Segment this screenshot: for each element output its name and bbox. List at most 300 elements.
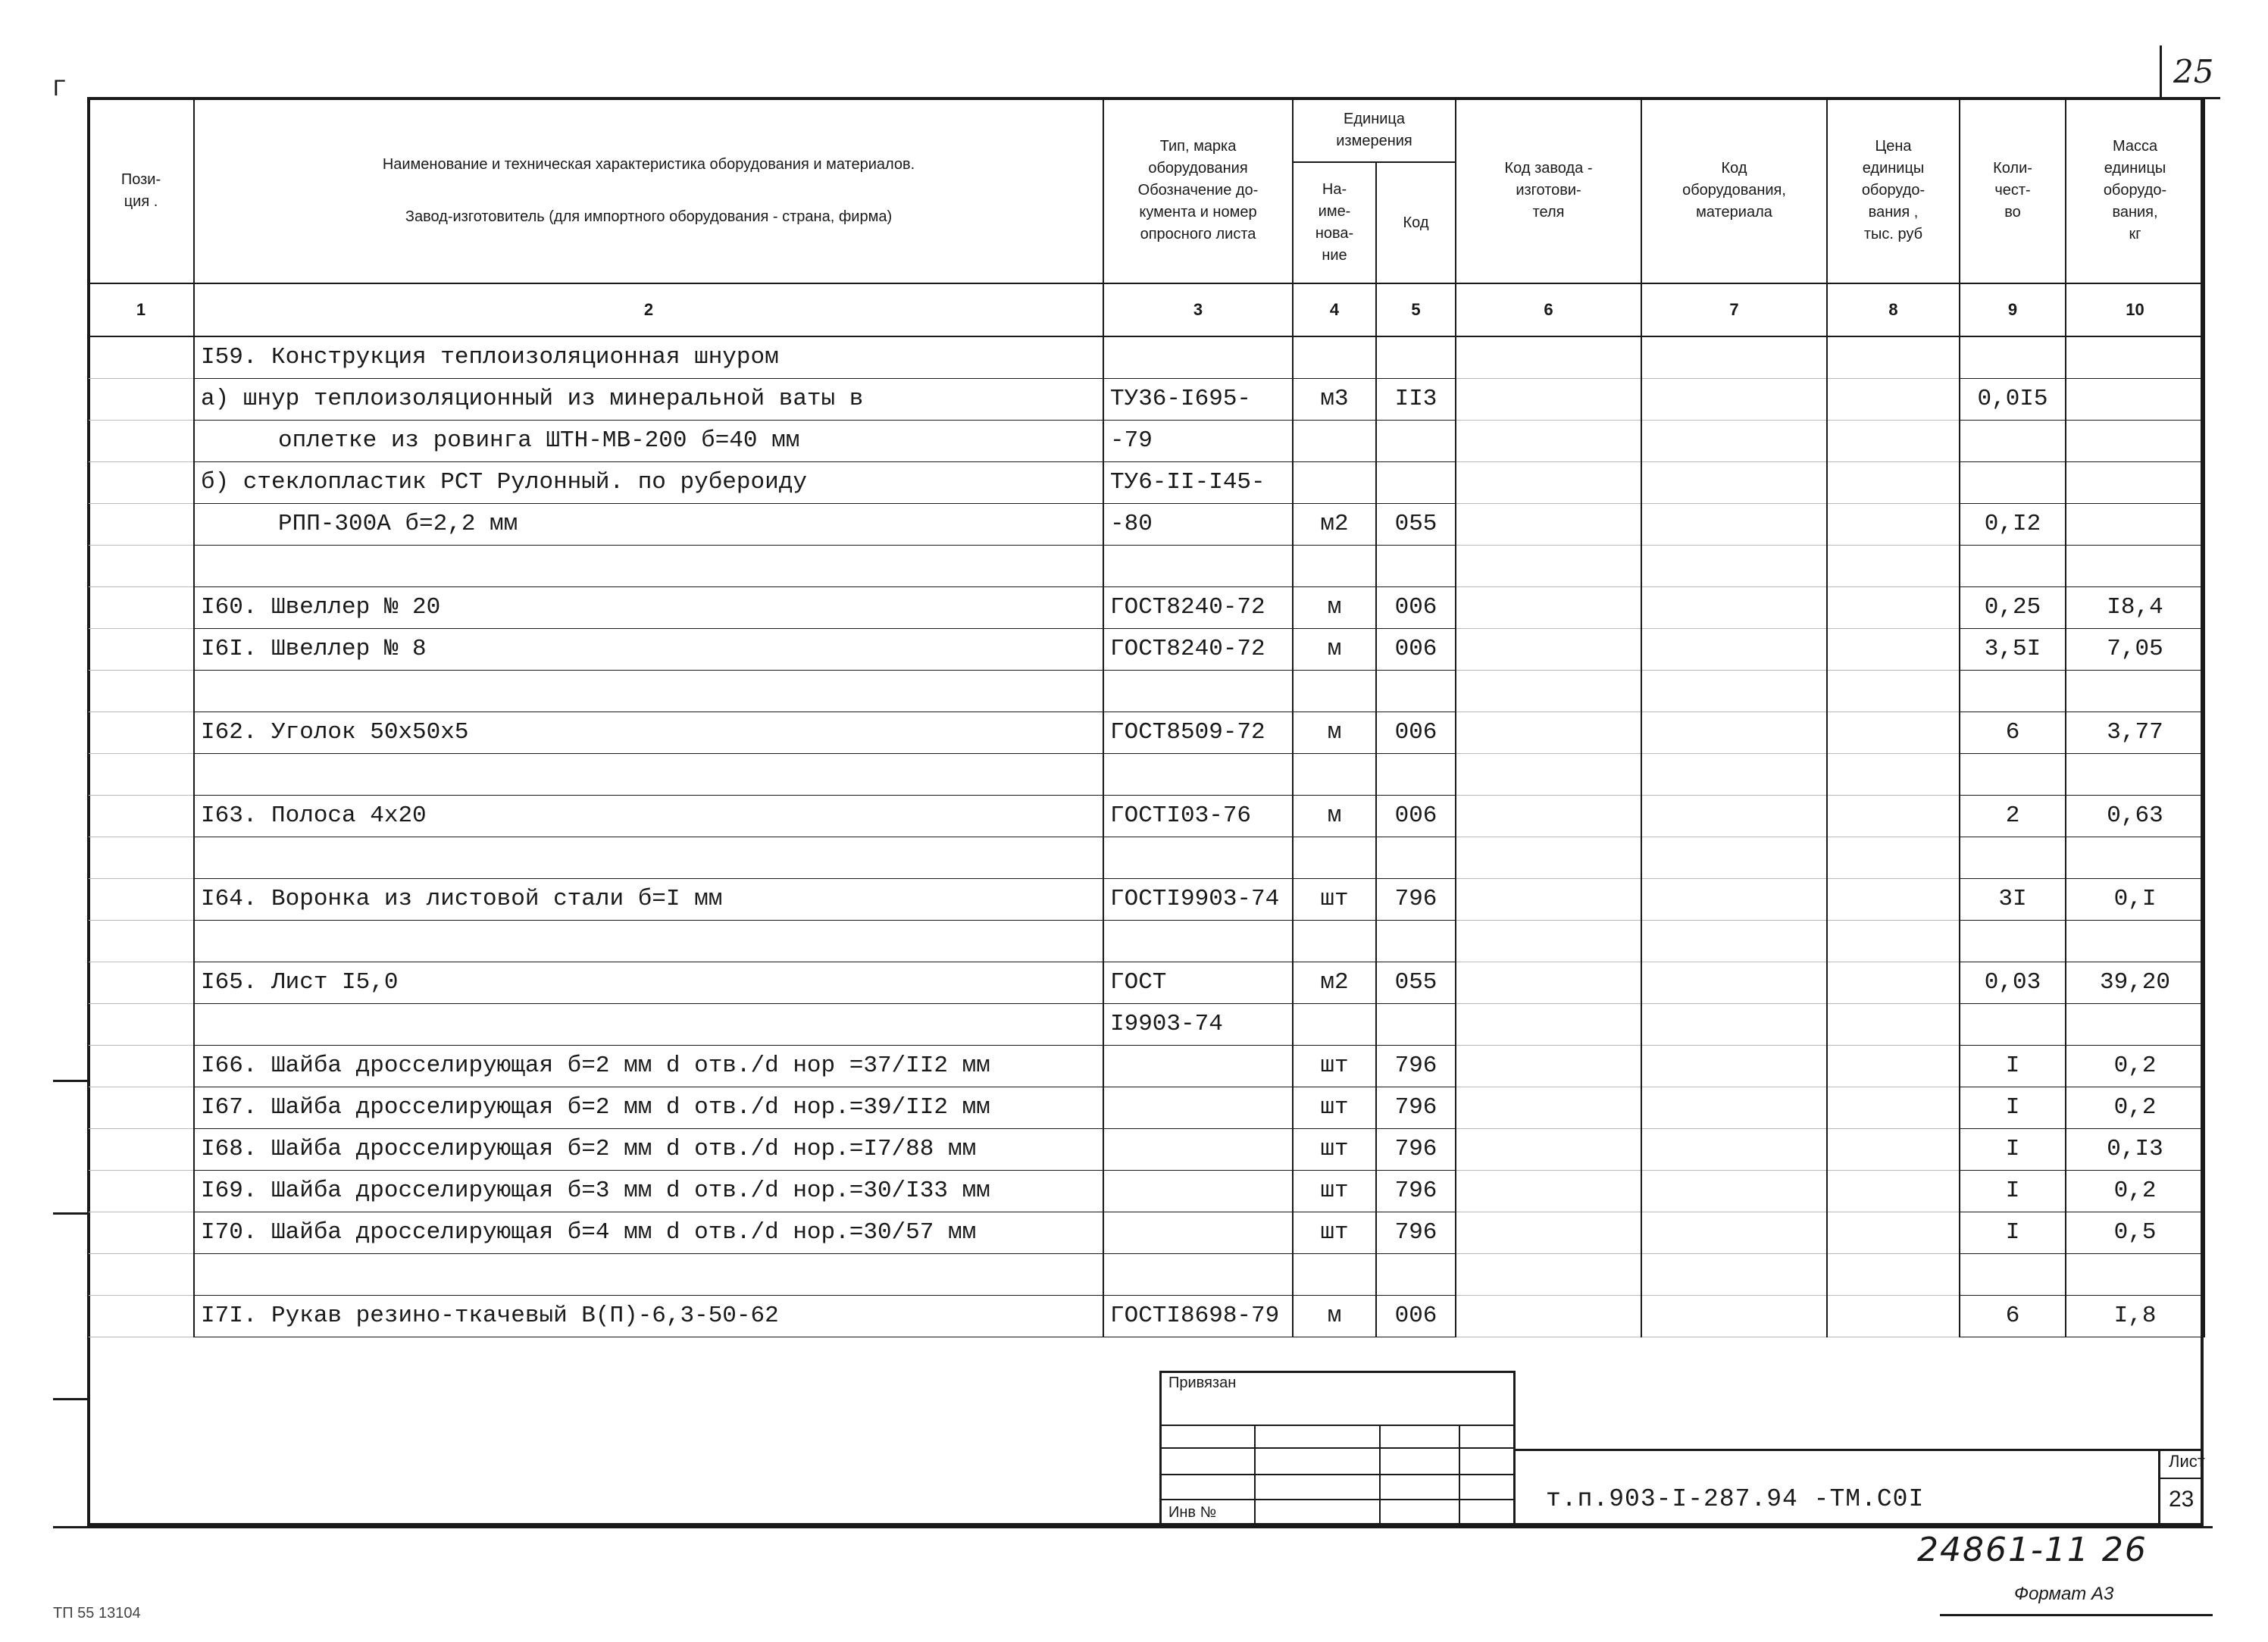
table-row [88, 420, 2204, 461]
item-quantity [1960, 1003, 2066, 1045]
item-type [1103, 1212, 1293, 1253]
factory-code-cell [1456, 1003, 1641, 1045]
item-unit: м [1293, 628, 1376, 670]
stamp-line [1159, 1425, 1516, 1426]
position-cell [88, 1087, 194, 1128]
margin-tick [53, 1398, 87, 1400]
header-mass: Масса единицы оборудо- вания, кг [2066, 98, 2204, 283]
item-unit [1293, 420, 1376, 461]
header-unit-group: Единица измерения [1293, 98, 1456, 162]
item-type [1103, 1253, 1293, 1295]
table-row [88, 1003, 2204, 1045]
factory-code-cell [1456, 420, 1641, 461]
equipment-code-cell [1641, 920, 1827, 962]
stamp-line [1159, 1474, 1516, 1475]
item-unit-code: 055 [1376, 962, 1456, 1003]
factory-code-cell [1456, 962, 1641, 1003]
position-cell [88, 795, 194, 837]
page-number-divider [2160, 45, 2162, 99]
item-type [1103, 837, 1293, 878]
item-mass: 7,05 [2066, 628, 2204, 670]
item-unit-code: 796 [1376, 1212, 1456, 1253]
column-number: 4 [1293, 283, 1376, 336]
item-quantity [1960, 336, 2066, 378]
inventory-label: Инв № [1168, 1504, 1217, 1521]
position-cell [88, 1045, 194, 1087]
column-number: 10 [2066, 283, 2204, 336]
item-name: I67. Шайба дросселирующая б=2 мм d отв./d нор.=39/II2 мм [194, 1087, 1103, 1128]
item-unit-code: 006 [1376, 712, 1456, 753]
item-quantity: 6 [1960, 1295, 2066, 1337]
item-mass [2066, 1253, 2204, 1295]
item-type [1103, 670, 1293, 712]
price-cell [1827, 962, 1960, 1003]
item-quantity: 2 [1960, 795, 2066, 837]
table-row [88, 545, 2204, 586]
item-unit: м [1293, 712, 1376, 753]
item-type: ТУ6-II-I45- [1103, 461, 1293, 503]
table-row [88, 1295, 2204, 1337]
header-equipment-code: Код оборудования, материала [1641, 98, 1827, 283]
item-name: I60. Швеллер № 20 [194, 586, 1103, 628]
item-mass [2066, 503, 2204, 545]
stamp-line [1379, 1425, 1381, 1526]
table-row [88, 1128, 2204, 1170]
item-mass: 0,I3 [2066, 1128, 2204, 1170]
bottom-border-line [53, 1526, 2213, 1528]
item-quantity [1960, 753, 2066, 795]
item-mass [2066, 670, 2204, 712]
stamp-line [1459, 1425, 1460, 1526]
format-label: Формат А3 [2014, 1584, 2114, 1604]
item-quantity [1960, 545, 2066, 586]
item-name: I70. Шайба дросселирующая б=4 мм d отв./d нор.=30/57 мм [194, 1212, 1103, 1253]
item-unit: шт [1293, 1170, 1376, 1212]
item-type: ГОСТI9903-74 [1103, 878, 1293, 920]
table-row [88, 503, 2204, 545]
equipment-code-cell [1641, 1253, 1827, 1295]
item-mass: 0,2 [2066, 1170, 2204, 1212]
stamp-line [1159, 1499, 1516, 1500]
position-cell [88, 1128, 194, 1170]
table-row [88, 837, 2204, 878]
item-type: ТУ36-I695- [1103, 378, 1293, 420]
header-unit-price: Цена единицы оборудо- вания , тыс. руб [1827, 98, 1960, 283]
header-position: Пози- ция . [88, 98, 194, 283]
equipment-code-cell [1641, 503, 1827, 545]
margin-tick [53, 1080, 87, 1082]
price-cell [1827, 1212, 1960, 1253]
header-unit-code: Код [1376, 162, 1456, 283]
footer-code: ТП 55 13104 [53, 1605, 141, 1622]
item-unit [1293, 336, 1376, 378]
item-mass: 39,20 [2066, 962, 2204, 1003]
item-unit-code: 796 [1376, 1087, 1456, 1128]
price-cell [1827, 920, 1960, 962]
item-name: I63. Полоса 4х20 [194, 795, 1103, 837]
table-row [88, 920, 2204, 962]
item-quantity: 0,I2 [1960, 503, 2066, 545]
item-quantity [1960, 670, 2066, 712]
item-unit: м2 [1293, 962, 1376, 1003]
price-cell [1827, 1128, 1960, 1170]
price-cell [1827, 878, 1960, 920]
item-unit [1293, 920, 1376, 962]
item-mass [2066, 336, 2204, 378]
item-unit-code: 796 [1376, 1170, 1456, 1212]
item-name: I65. Лист I5,0 [194, 962, 1103, 1003]
item-name: I64. Воронка из листовой стали б=I мм [194, 878, 1103, 920]
factory-code-cell [1456, 795, 1641, 837]
item-unit: м [1293, 586, 1376, 628]
price-cell [1827, 1045, 1960, 1087]
item-quantity: 3I [1960, 878, 2066, 920]
price-cell [1827, 503, 1960, 545]
factory-code-cell [1456, 1087, 1641, 1128]
position-cell [88, 336, 194, 378]
position-cell [88, 503, 194, 545]
position-cell [88, 545, 194, 586]
item-mass [2066, 837, 2204, 878]
item-unit: шт [1293, 878, 1376, 920]
factory-code-cell [1456, 336, 1641, 378]
item-unit: м [1293, 795, 1376, 837]
item-type: -79 [1103, 420, 1293, 461]
item-name: I7I. Рукав резино-ткачевый В(П)-6,3-50-62 [194, 1295, 1103, 1337]
column-number: 7 [1641, 283, 1827, 336]
item-quantity: I [1960, 1212, 2066, 1253]
price-cell [1827, 628, 1960, 670]
sheet-number: 23 [2169, 1487, 2194, 1512]
item-unit [1293, 461, 1376, 503]
item-unit-code: 006 [1376, 586, 1456, 628]
page-number: 25 [2173, 53, 2214, 90]
item-type [1103, 920, 1293, 962]
item-mass: 0,63 [2066, 795, 2204, 837]
item-mass: 0,5 [2066, 1212, 2204, 1253]
item-name: РПП-300А б=2,2 мм [194, 503, 1103, 545]
item-unit-code [1376, 1003, 1456, 1045]
column-number: 6 [1456, 283, 1641, 336]
header-quantity: Коли- чест- во [1960, 98, 2066, 283]
attached-label: Привязан [1168, 1375, 1237, 1391]
title-block-line [1516, 1449, 2204, 1451]
table-row [88, 378, 2204, 420]
item-unit: м [1293, 1295, 1376, 1337]
item-quantity [1960, 920, 2066, 962]
item-mass [2066, 920, 2204, 962]
title-block-line [2158, 1449, 2160, 1526]
price-cell [1827, 1253, 1960, 1295]
item-quantity [1960, 420, 2066, 461]
item-quantity: I [1960, 1087, 2066, 1128]
table-row [88, 586, 2204, 628]
item-mass: 0,I [2066, 878, 2204, 920]
equipment-code-cell [1641, 628, 1827, 670]
item-quantity: I [1960, 1170, 2066, 1212]
factory-code-cell [1456, 753, 1641, 795]
item-unit-code: 006 [1376, 628, 1456, 670]
table-row [88, 336, 2204, 378]
item-mass [2066, 461, 2204, 503]
item-mass: 0,2 [2066, 1045, 2204, 1087]
price-cell [1827, 586, 1960, 628]
position-cell [88, 753, 194, 795]
position-cell [88, 962, 194, 1003]
item-unit-code: 006 [1376, 795, 1456, 837]
equipment-code-cell [1641, 1170, 1827, 1212]
price-cell [1827, 1087, 1960, 1128]
item-mass [2066, 545, 2204, 586]
price-cell [1827, 378, 1960, 420]
column-number: 5 [1376, 283, 1456, 336]
header-factory-code: Код завода - изготови- теля [1456, 98, 1641, 283]
item-unit-code: 055 [1376, 503, 1456, 545]
equipment-code-cell [1641, 420, 1827, 461]
item-unit [1293, 670, 1376, 712]
table-row [88, 1045, 2204, 1087]
item-quantity: I [1960, 1128, 2066, 1170]
factory-code-cell [1456, 461, 1641, 503]
column-number: 1 [88, 283, 194, 336]
position-cell [88, 420, 194, 461]
stamp-line [1254, 1425, 1256, 1526]
price-cell [1827, 461, 1960, 503]
equipment-code-cell [1641, 1212, 1827, 1253]
item-mass [2066, 753, 2204, 795]
header-unit-name: На- име- нова- ние [1293, 162, 1376, 283]
price-cell [1827, 545, 1960, 586]
item-quantity [1960, 837, 2066, 878]
item-unit-code [1376, 920, 1456, 962]
equipment-code-cell [1641, 545, 1827, 586]
item-quantity: 3,5I [1960, 628, 2066, 670]
item-name [194, 545, 1103, 586]
equipment-code-cell [1641, 461, 1827, 503]
item-unit: м2 [1293, 503, 1376, 545]
item-type: ГОСТI03-76 [1103, 795, 1293, 837]
equipment-code-cell [1641, 1045, 1827, 1087]
item-name [194, 670, 1103, 712]
item-quantity: 0,25 [1960, 586, 2066, 628]
equipment-code-cell [1641, 795, 1827, 837]
position-cell [88, 712, 194, 753]
position-cell [88, 1253, 194, 1295]
table-row [88, 461, 2204, 503]
item-unit-code [1376, 670, 1456, 712]
item-unit [1293, 753, 1376, 795]
item-unit: шт [1293, 1087, 1376, 1128]
position-cell [88, 837, 194, 878]
table-row [88, 962, 2204, 1003]
item-name: I59. Конструкция теплоизоляционная шнуром [194, 336, 1103, 378]
header-name: Наименование и техническая характеристика оборудования и материалов. Завод-изготовитель (для импортного оборудования - страна, фирма) [194, 98, 1103, 283]
item-unit: шт [1293, 1128, 1376, 1170]
table-row [88, 712, 2204, 753]
equipment-code-cell [1641, 586, 1827, 628]
factory-code-cell [1456, 545, 1641, 586]
item-type [1103, 1170, 1293, 1212]
position-cell [88, 586, 194, 628]
price-cell [1827, 753, 1960, 795]
price-cell [1827, 837, 1960, 878]
factory-code-cell [1456, 586, 1641, 628]
item-type: ГОСТ8240-72 [1103, 628, 1293, 670]
equipment-code-cell [1641, 670, 1827, 712]
equipment-code-cell [1641, 378, 1827, 420]
item-type: ГОСТ8509-72 [1103, 712, 1293, 753]
table-row [88, 1087, 2204, 1128]
equipment-code-cell [1641, 1087, 1827, 1128]
item-unit: шт [1293, 1212, 1376, 1253]
factory-code-cell [1456, 837, 1641, 878]
item-mass: I,8 [2066, 1295, 2204, 1337]
factory-code-cell [1456, 1253, 1641, 1295]
factory-code-cell [1456, 378, 1641, 420]
item-name: I6I. Швеллер № 8 [194, 628, 1103, 670]
item-quantity [1960, 1253, 2066, 1295]
item-unit [1293, 837, 1376, 878]
item-unit-code [1376, 837, 1456, 878]
price-cell [1827, 795, 1960, 837]
specification-table [87, 97, 2205, 1337]
item-type [1103, 1045, 1293, 1087]
price-cell [1827, 670, 1960, 712]
item-name: оплетке из ровинга ШТН-МВ-200 б=40 мм [194, 420, 1103, 461]
factory-code-cell [1456, 1295, 1641, 1337]
position-cell [88, 920, 194, 962]
column-number: 2 [194, 283, 1103, 336]
corner-mark: Г [53, 76, 66, 101]
equipment-code-cell [1641, 1003, 1827, 1045]
price-cell [1827, 1003, 1960, 1045]
item-quantity: 6 [1960, 712, 2066, 753]
factory-code-cell [1456, 1170, 1641, 1212]
item-unit [1293, 545, 1376, 586]
item-unit-code [1376, 461, 1456, 503]
item-name [194, 920, 1103, 962]
table-row [88, 628, 2204, 670]
item-unit-code: 006 [1376, 1295, 1456, 1337]
item-unit [1293, 1003, 1376, 1045]
column-number: 8 [1827, 283, 1960, 336]
item-type [1103, 336, 1293, 378]
item-quantity: I [1960, 1045, 2066, 1087]
position-cell [88, 878, 194, 920]
item-unit-code [1376, 1253, 1456, 1295]
column-number: 3 [1103, 283, 1293, 336]
item-type: ГОСТ [1103, 962, 1293, 1003]
item-unit: м3 [1293, 378, 1376, 420]
item-type [1103, 1128, 1293, 1170]
equipment-code-cell [1641, 753, 1827, 795]
factory-code-cell [1456, 1045, 1641, 1087]
price-cell [1827, 420, 1960, 461]
header-type: Тип, марка оборудования Обозначение до- кумента и номер опросного листа [1103, 98, 1293, 283]
inventory-number: 24861-11 26 [1917, 1531, 2148, 1569]
position-cell [88, 461, 194, 503]
table-row [88, 1212, 2204, 1253]
price-cell [1827, 336, 1960, 378]
position-cell [88, 1003, 194, 1045]
title-block-line [2158, 1478, 2204, 1479]
equipment-code-cell [1641, 712, 1827, 753]
item-name [194, 1003, 1103, 1045]
equipment-code-cell [1641, 837, 1827, 878]
table-row [88, 1170, 2204, 1212]
equipment-code-cell [1641, 878, 1827, 920]
item-type: ГОСТI8698-79 [1103, 1295, 1293, 1337]
factory-code-cell [1456, 503, 1641, 545]
item-name: б) стеклопластик РСТ Рулонный. по рубероиду [194, 461, 1103, 503]
price-cell [1827, 1170, 1960, 1212]
equipment-code-cell [1641, 962, 1827, 1003]
item-name: I68. Шайба дросселирующая б=2 мм d отв./d нор.=I7/88 мм [194, 1128, 1103, 1170]
position-cell [88, 1295, 194, 1337]
item-unit: шт [1293, 1045, 1376, 1087]
item-type [1103, 1087, 1293, 1128]
item-unit-code: 796 [1376, 1045, 1456, 1087]
item-type: ГОСТ8240-72 [1103, 586, 1293, 628]
item-name [194, 753, 1103, 795]
item-mass: I8,4 [2066, 586, 2204, 628]
factory-code-cell [1456, 920, 1641, 962]
item-mass [2066, 378, 2204, 420]
position-cell [88, 628, 194, 670]
item-mass: 0,2 [2066, 1087, 2204, 1128]
factory-code-cell [1456, 878, 1641, 920]
position-cell [88, 670, 194, 712]
item-unit-code [1376, 336, 1456, 378]
item-type [1103, 545, 1293, 586]
item-unit-code: 796 [1376, 1128, 1456, 1170]
item-type: -80 [1103, 503, 1293, 545]
factory-code-cell [1456, 628, 1641, 670]
item-unit-code [1376, 545, 1456, 586]
item-unit-code: II3 [1376, 378, 1456, 420]
table-row [88, 878, 2204, 920]
position-cell [88, 1212, 194, 1253]
header-row-1 [88, 98, 2204, 162]
table-row [88, 1253, 2204, 1295]
item-mass: 3,77 [2066, 712, 2204, 753]
item-type [1103, 753, 1293, 795]
price-cell [1827, 712, 1960, 753]
column-number-row [88, 283, 2204, 336]
document-code: т.п.903-I-287.94 -ТМ.С0I [1546, 1485, 1925, 1513]
table-row [88, 795, 2204, 837]
footer-line [1940, 1614, 2213, 1616]
item-unit [1293, 1253, 1376, 1295]
item-name: I66. Шайба дросселирующая б=2 мм d отв./d нор =37/II2 мм [194, 1045, 1103, 1087]
factory-code-cell [1456, 1128, 1641, 1170]
table-row [88, 753, 2204, 795]
item-unit-code [1376, 420, 1456, 461]
column-number: 9 [1960, 283, 2066, 336]
factory-code-cell [1456, 670, 1641, 712]
item-unit-code: 796 [1376, 878, 1456, 920]
item-quantity: 0,0I5 [1960, 378, 2066, 420]
item-name [194, 1253, 1103, 1295]
equipment-code-cell [1641, 1295, 1827, 1337]
equipment-code-cell [1641, 336, 1827, 378]
stamp-line [1159, 1447, 1516, 1449]
position-cell [88, 1170, 194, 1212]
specification-body [88, 336, 2204, 1337]
table-row [88, 670, 2204, 712]
item-type: I9903-74 [1103, 1003, 1293, 1045]
position-cell [88, 378, 194, 420]
